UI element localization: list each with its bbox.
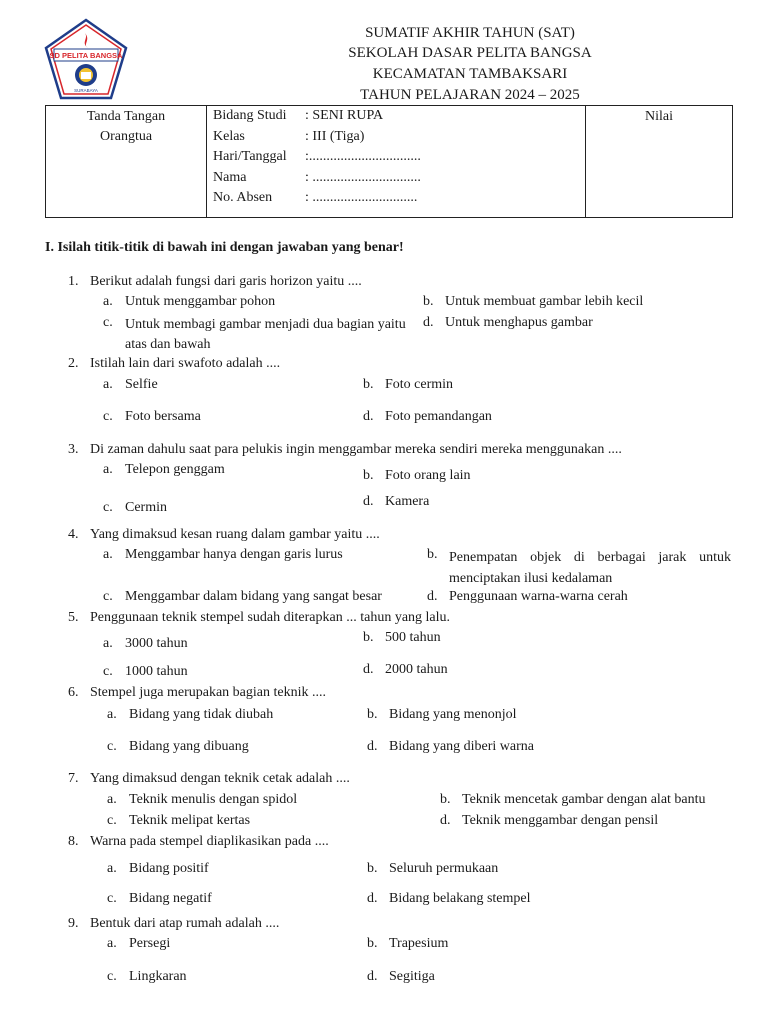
option-d: 2000 tahun bbox=[385, 662, 448, 677]
option-c: Menggambar dalam bidang yang sangat besar bbox=[125, 589, 382, 604]
field-value: : SENI RUPA bbox=[305, 108, 384, 123]
question-text: Berikut adalah fungsi dari garis horizon yaitu .... bbox=[90, 274, 362, 289]
option-letter: d. bbox=[423, 315, 434, 330]
option-d: Penggunaan warna-warna cerah bbox=[449, 589, 628, 604]
header-year: TAHUN PELAJARAN 2024 – 2025 bbox=[360, 87, 580, 103]
option-d: Foto pemandangan bbox=[385, 409, 492, 424]
question-text: Istilah lain dari swafoto adalah .... bbox=[90, 356, 281, 371]
option-letter: a. bbox=[107, 707, 117, 722]
option-letter: c. bbox=[107, 813, 117, 828]
field-label: Hari/Tanggal bbox=[213, 149, 287, 164]
option-c: Lingkaran bbox=[129, 969, 187, 984]
option-c: Cermin bbox=[125, 500, 167, 515]
option-letter: d. bbox=[363, 662, 374, 677]
option-letter: d. bbox=[427, 589, 438, 604]
parent-signature-label-1: Tanda Tangan bbox=[86, 109, 166, 124]
option-letter: a. bbox=[107, 936, 117, 951]
option-letter: a. bbox=[103, 294, 113, 309]
question-number: 5. bbox=[68, 610, 79, 625]
option-letter: c. bbox=[103, 589, 113, 604]
info-table bbox=[45, 105, 733, 218]
option-b: Trapesium bbox=[389, 936, 449, 951]
field-subject bbox=[207, 106, 585, 127]
option-letter: d. bbox=[363, 494, 374, 509]
logo-school-text: SD PELITA BANGSA bbox=[49, 51, 123, 60]
header-title: SUMATIF AKHIR TAHUN (SAT) bbox=[365, 25, 575, 41]
option-b: Bidang yang menonjol bbox=[389, 707, 517, 722]
option-a: Bidang yang tidak diubah bbox=[129, 707, 274, 722]
question-number: 1. bbox=[68, 274, 79, 289]
option-a: Untuk menggambar pohon bbox=[125, 294, 276, 309]
option-letter: d. bbox=[363, 409, 374, 424]
field-value: : ............................... bbox=[305, 169, 421, 185]
option-letter: b. bbox=[363, 377, 374, 392]
question-text: Warna pada stempel diaplikasikan pada .... bbox=[90, 834, 329, 849]
option-b: Foto cermin bbox=[385, 377, 454, 392]
student-info-cell bbox=[207, 106, 586, 218]
question-text: Di zaman dahulu saat para pelukis ingin menggambar mereka sendiri mereka menggunakan .... bbox=[90, 442, 622, 457]
option-d: Kamera bbox=[385, 494, 430, 509]
option-d: Segitiga bbox=[389, 969, 435, 984]
question-number: 6. bbox=[68, 685, 79, 700]
field-label: No. Absen bbox=[213, 190, 273, 205]
option-c: 1000 tahun bbox=[125, 664, 188, 679]
question-number: 9. bbox=[68, 916, 79, 931]
option-letter: a. bbox=[103, 377, 113, 392]
option-b: Seluruh permukaan bbox=[389, 861, 499, 876]
option-letter: a. bbox=[103, 547, 113, 562]
question-text: Yang dimaksud dengan teknik cetak adalah .... bbox=[90, 771, 350, 786]
field-name bbox=[207, 168, 585, 189]
score-cell bbox=[586, 106, 733, 218]
parent-signature-label-2: Orangtua bbox=[99, 129, 153, 144]
option-d: Teknik menggambar dengan pensil bbox=[462, 813, 659, 828]
option-d: Bidang belakang stempel bbox=[389, 891, 531, 906]
field-date bbox=[207, 147, 585, 168]
option-c: Foto bersama bbox=[125, 409, 201, 424]
option-c: Bidang negatif bbox=[129, 891, 212, 906]
option-d: Bidang yang diberi warna bbox=[389, 739, 535, 754]
option-c: Bidang yang dibuang bbox=[129, 739, 249, 754]
parent-signature-cell bbox=[46, 106, 207, 218]
question-text: Stempel juga merupakan bagian teknik .... bbox=[90, 685, 326, 700]
field-class bbox=[207, 127, 585, 148]
option-letter: a. bbox=[107, 861, 117, 876]
field-label: Nama bbox=[213, 169, 247, 185]
option-letter: b. bbox=[367, 707, 378, 722]
option-b: 500 tahun bbox=[385, 630, 441, 645]
option-letter: b. bbox=[367, 861, 378, 876]
option-letter: a. bbox=[103, 636, 113, 651]
option-a: Bidang positif bbox=[129, 861, 209, 876]
field-absen bbox=[207, 188, 585, 209]
section-title: I. Isilah titik-titik di bawah ini dengan jawaban yang benar! bbox=[45, 240, 404, 255]
option-a: 3000 tahun bbox=[125, 636, 188, 651]
field-value: : III (Tiga) bbox=[305, 128, 365, 144]
option-a: Telepon genggam bbox=[125, 462, 225, 477]
option-letter: b. bbox=[363, 468, 374, 483]
option-letter: a. bbox=[107, 792, 117, 807]
logo-city-text: SURABAYA bbox=[74, 88, 98, 93]
option-a: Teknik menulis dengan spidol bbox=[129, 792, 298, 807]
option-letter: d. bbox=[367, 739, 378, 754]
option-letter: b. bbox=[440, 792, 451, 807]
option-b: Penempatan objek di berbagai jarak untuk menciptakan ilusi kedalaman bbox=[449, 550, 731, 586]
score-label: Nilai bbox=[645, 109, 673, 124]
option-b: Teknik mencetak gambar dengan alat bantu bbox=[462, 792, 706, 807]
school-logo bbox=[44, 18, 128, 102]
option-letter: c. bbox=[103, 664, 113, 679]
option-letter: d. bbox=[440, 813, 451, 828]
option-letter: b. bbox=[427, 547, 438, 562]
option-a: Selfie bbox=[125, 377, 158, 392]
question-number: 2. bbox=[68, 356, 79, 371]
option-d: Untuk menghapus gambar bbox=[445, 315, 593, 330]
option-letter: b. bbox=[367, 936, 378, 951]
field-value: :................................ bbox=[305, 149, 421, 164]
option-c: Untuk membagi gambar menjadi dua bagian yaitu atas dan bawah bbox=[125, 317, 406, 352]
option-a: Persegi bbox=[129, 936, 171, 951]
field-value: : .............................. bbox=[305, 190, 418, 205]
header-district: KECAMATAN TAMBAKSARI bbox=[372, 66, 568, 82]
header-school: SEKOLAH DASAR PELITA BANGSA bbox=[348, 45, 592, 61]
option-b: Untuk membuat gambar lebih kecil bbox=[445, 294, 644, 309]
option-letter: c. bbox=[103, 315, 113, 330]
option-letter: d. bbox=[367, 969, 378, 984]
option-a: Menggambar hanya dengan garis lurus bbox=[125, 547, 343, 562]
question-number: 8. bbox=[68, 834, 79, 849]
field-label: Bidang Studi bbox=[213, 108, 287, 123]
option-letter: b. bbox=[363, 630, 374, 645]
question-text: Penggunaan teknik stempel sudah diterapkan ... tahun yang lalu. bbox=[90, 610, 451, 625]
option-letter: c. bbox=[107, 891, 117, 906]
question-number: 4. bbox=[68, 527, 79, 542]
option-letter: c. bbox=[103, 500, 113, 515]
question-text: Yang dimaksud kesan ruang dalam gambar yaitu .... bbox=[90, 527, 380, 542]
field-label: Kelas bbox=[213, 128, 245, 144]
question-text: Bentuk dari atap rumah adalah .... bbox=[90, 916, 280, 931]
option-letter: c. bbox=[107, 969, 117, 984]
question-number: 7. bbox=[68, 771, 79, 786]
option-letter: a. bbox=[103, 462, 113, 477]
option-letter: c. bbox=[103, 409, 113, 424]
option-c: Teknik melipat kertas bbox=[129, 813, 251, 828]
question-number: 3. bbox=[68, 442, 79, 457]
option-letter: b. bbox=[423, 294, 434, 309]
option-b: Foto orang lain bbox=[385, 468, 471, 483]
option-letter: d. bbox=[367, 891, 378, 906]
option-letter: c. bbox=[107, 739, 117, 754]
